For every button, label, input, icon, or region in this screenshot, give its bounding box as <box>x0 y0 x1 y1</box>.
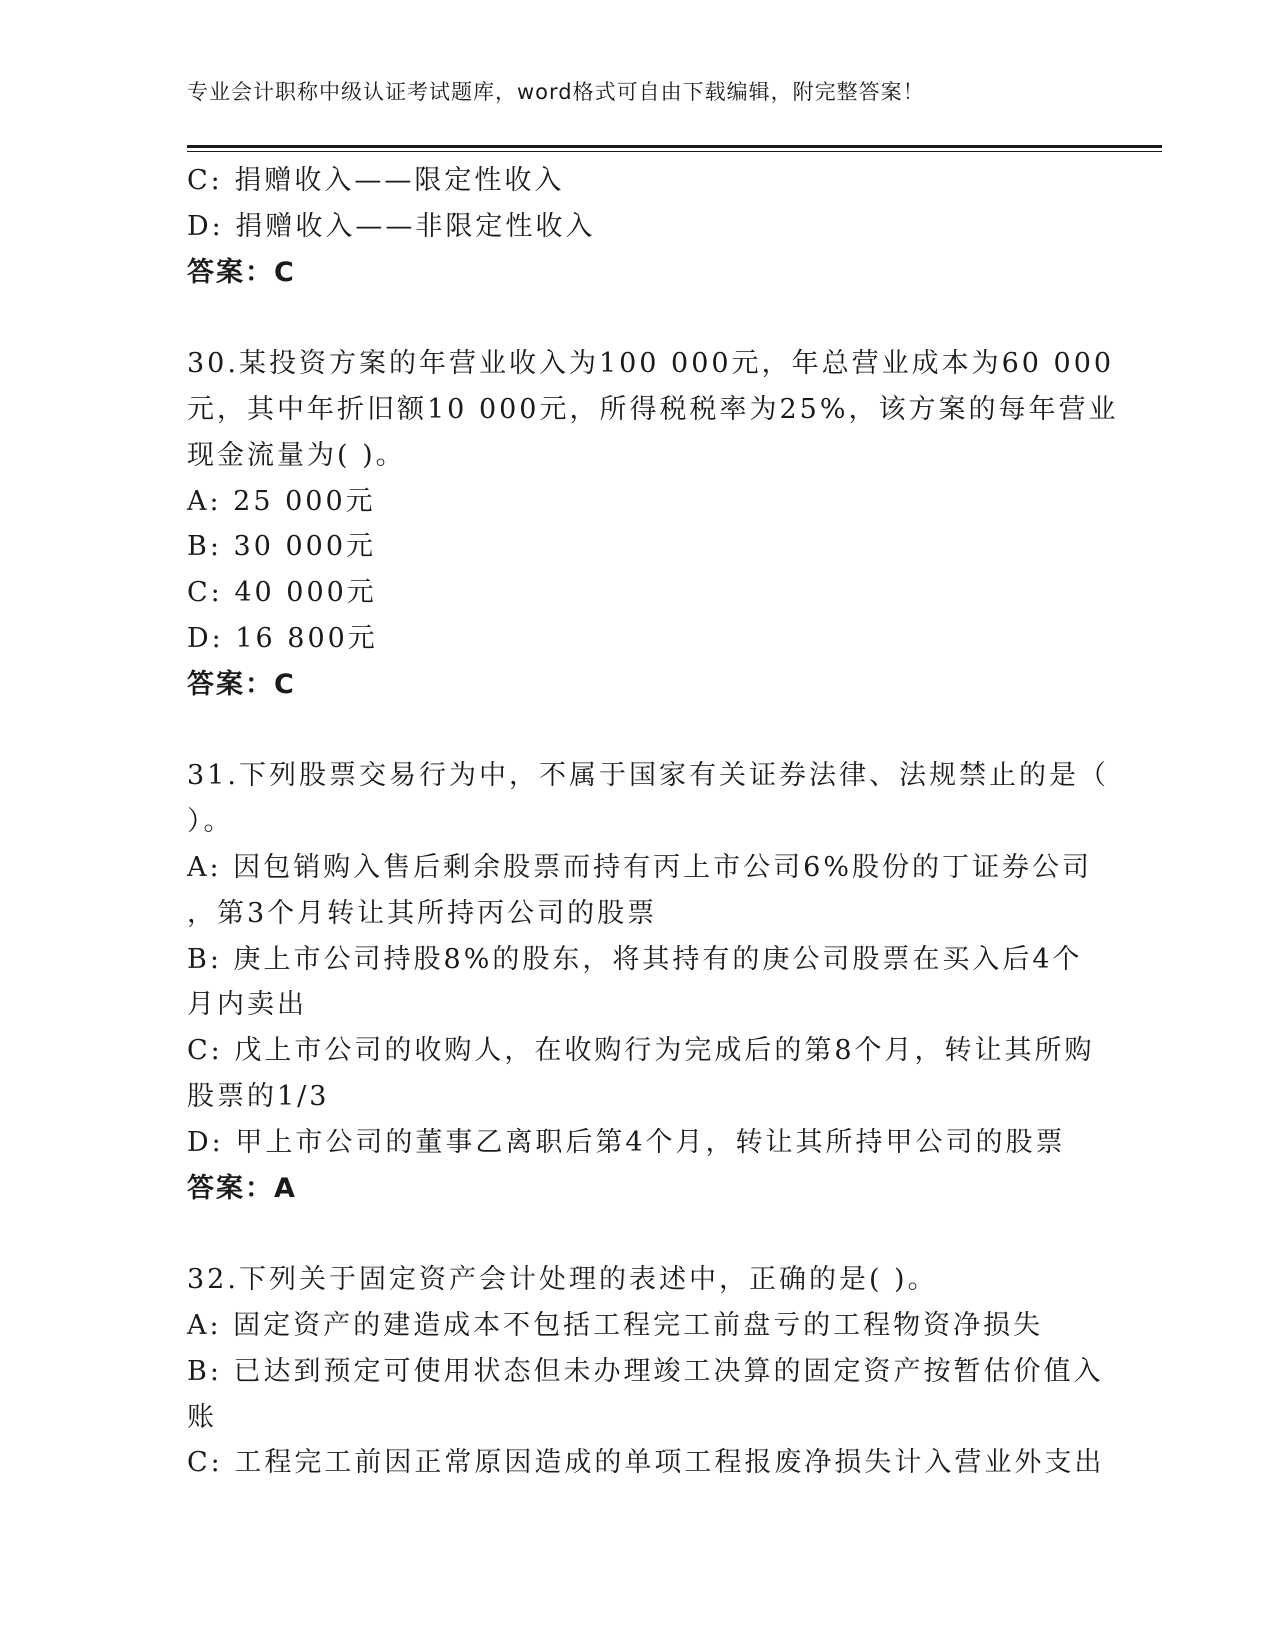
answer: 答案：C <box>187 256 296 288</box>
option-b: B: 30 000元 <box>187 531 376 563</box>
answer: 答案：C <box>187 668 296 700</box>
question-29-tail <box>187 158 1087 295</box>
option-c: C: 40 000元 <box>187 577 377 609</box>
spacer <box>187 295 1087 341</box>
document-body <box>187 158 1119 1486</box>
option-a-continued: ，第3个月转让其所持丙公司的股票 <box>187 897 658 929</box>
question-32 <box>187 1257 1105 1486</box>
question-30 <box>187 341 1119 707</box>
option-d: D: 捐赠收入——非限定性收入 <box>187 210 596 242</box>
option-a: A: 25 000元 <box>187 485 376 517</box>
option-b: B: 已达到预定可使用状态但未办理竣工决算的固定资产按暂估价值入 <box>187 1355 1104 1387</box>
question-text-line: 31.下列股票交易行为中，不属于国家有关证券法律、法规禁止的是（ <box>187 760 1109 792</box>
option-c: C: 捐赠收入——限定性收入 <box>187 165 565 196</box>
question-text-line: 现金流量为( )。 <box>187 439 406 471</box>
option-b: B: 庚上市公司持股8%的股东，将其持有的庚公司股票在买入后4个 <box>187 943 1083 975</box>
spacer <box>187 1211 1087 1257</box>
question-text-line: 30.某投资方案的年营业收入为100 000元，年总营业成本为60 000 <box>187 348 1115 380</box>
option-c: C: 工程完工前因正常原因造成的单项工程报废净损失计入营业外支出 <box>187 1447 1105 1479</box>
spacer <box>187 708 1087 754</box>
question-text-line: 元，其中年折旧额10 000元，所得税税率为25%，该方案的每年营业 <box>187 393 1119 425</box>
question-31 <box>187 753 1109 1211</box>
option-c-continued: 股票的1/3 <box>187 1080 330 1112</box>
option-b-continued: 账 <box>187 1401 217 1433</box>
question-text-line: ）。 <box>187 806 234 838</box>
option-a: A: 因包销购入售后剩余股票而持有丙上市公司6%股份的丁证券公司 <box>187 851 1093 883</box>
option-d: D: 16 800元 <box>187 622 378 654</box>
question-text-line: 32.下列关于固定资产会计处理的表述中，正确的是( )。 <box>187 1264 938 1296</box>
answer: 答案：A <box>187 1172 297 1204</box>
header-rule-thin <box>187 151 1162 152</box>
option-b-continued: 月内卖出 <box>187 989 307 1021</box>
page-header: 专业会计职称中级认证考试题库，word格式可自由下载编辑，附完整答案！ <box>187 80 925 104</box>
option-a: A: 固定资产的建造成本不包括工程完工前盘亏的工程物资净损失 <box>187 1309 1044 1341</box>
header-rule-thick <box>187 145 1162 148</box>
option-c: C: 戊上市公司的收购人，在收购行为完成后的第8个月，转让其所购 <box>187 1035 1095 1067</box>
option-d: D: 甲上市公司的董事乙离职后第4个月，转让其所持甲公司的股票 <box>187 1126 1066 1158</box>
